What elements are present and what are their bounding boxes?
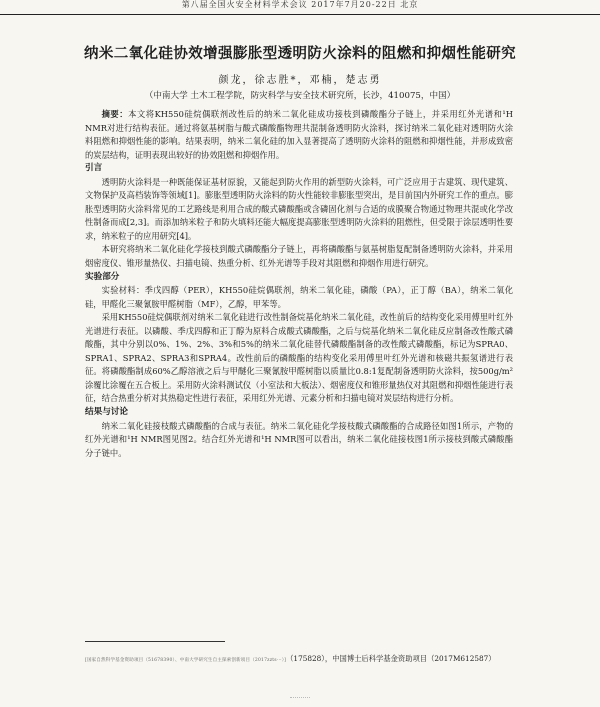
footnote-prefix: [国家自然科学基金资助项目（51678390）、中南大学研究生自主探索创新项目（2017zzts···）] [85, 658, 287, 663]
running-header: 第八届全国火安全材料学术会议 2017年7月20-22日 北京 [0, 0, 600, 15]
paper-title: 纳米二氧化硅协效增强膨胀型透明防火涂料的阻燃和抑烟性能研究 [83, 46, 517, 62]
abstract-label: 摘要： [101, 109, 129, 119]
results-paragraph: 纳米二氧化硅接枝酸式磷酸酯的合成与表征。纳米二氧化硅化学接枝酸式磷酸酯的合成路径如图1所示，产物的红外光谱和¹H NMR图见图2。结合红外光谱和¹H NMR图可以看出，纳米二氧化硅接枝图1所示接枝到酸式磷酸酯分子链中。 [85, 420, 513, 458]
method-paragraph: 采用KH550硅烷偶联剂对纳米二氧化硅进行改性制备烷基化纳米二氧化硅，改性前后的结构变化采用傅里叶红外光谱进行表征。以磷酸、季戊四醇和正丁醇为原料合成酸式磷酸酯，之后与烷基化纳米二氧化硅反应制备改性酸式磷酸酯，其中分别以0%、1%、2%、3%和5%的纳米二氧化硅替代磷酸酯制备的改性酸式磷酸酯，标记为SPRA0、SPRA1、SPRA2、SPRA3和SPRA4。改性前后的磷酸酯的结构变化采用傅里叶红外光谱和核磁共振氢谱进行表征。将磷酸酯制成60%乙醇溶液之后与甲醚化三聚氰胺甲醛树脂以质量比0.8:1复配制备透明防火涂料，按500g/m²涂覆比涂覆在五合板上。采用防火涂料测试仪（小室法和大板法）、烟密度仪和锥形量热仪对其阻燃和抑烟性能进行表征，结合热重分析对其热稳定性进行表征，采用红外光谱、元素分析和扫描电镜对炭层结构进行分析。 [85, 312, 513, 404]
materials-paragraph: 实验材料：季戊四醇（PER），KH550硅烷偶联剂，纳米二氧化硅，磷酸（PA），正丁醇（BA），纳米二氧化硅，甲醛化三聚氰胺甲醛树脂（MF），乙醇，甲苯等。 [85, 285, 513, 309]
abstract [85, 108, 513, 162]
author-list: 颜龙，徐志胜*，邓楠，楚志勇 [218, 75, 382, 86]
paper-body [85, 108, 513, 460]
intro-paragraph-1: 透明防火涂料是一种既能保证基材原貌，又能起到防火作用的新型防火涂料，可广泛应用于古建筑、现代建筑、文物保护及高档装饰等领域[1]。膨胀型透明防火涂料的防火性能较非膨胀型突出，是目前国内外研究工作的重点。膨胀型透明防火涂料常见的工艺路线是利用合成的酸式磷酸酯或含磷固化剂与合适的成膜聚合物通过物理共混或化学改性制备而成[2,3]。而添加纳米粒子和防火填料还能大幅度提高膨胀型透明防火涂料的阻燃性，但受限于涂层透明性要求，纳米粒子的应用研究[4]。 [85, 176, 513, 241]
page-bottom-mark [290, 697, 310, 702]
affiliation: （中南大学 土木工程学院，防灾科学与安全技术研究所，长沙，410075，中国） [144, 91, 456, 101]
footnote-divider [85, 641, 225, 642]
funding-footnote [85, 654, 515, 664]
intro-paragraph-2: 本研究将纳米二氧化硅化学接枝到酸式磷酸酯分子链上，再将磷酸酯与氨基树脂复配制备透明防火涂料，并采用烟密度仪、锥形量热仪、扫描电镜、热重分析、红外光谱等手段对其阻燃和抑烟作用进行研究。 [85, 244, 513, 269]
section-heading-experimental: 实验部分 [85, 271, 120, 282]
abstract-text: 本文将KH550硅烷偶联剂改性后的纳米二氧化硅成功接枝到磷酸酯分子链上，并采用红外光谱和¹H NMR对进行结构表征。通过将氨基树脂与酸式磷酸酯物理共混制备透明防火涂料，探讨纳米二氧化硅对透明防火涂料阻燃和抑烟性能的影响。结果表明，纳米二氧化硅的加入显著提高了透明防火涂料的阻燃和抑烟性能，并形成致密的炭层结构，证明表现出较好的协效阻燃和抑烟作用。 [85, 109, 513, 160]
section-heading-intro: 引言 [85, 163, 103, 174]
section-heading-results: 结果与讨论 [85, 407, 128, 418]
footnote-text: （175828），中国博士后科学基金资助项目（2017M612587） [286, 654, 496, 663]
